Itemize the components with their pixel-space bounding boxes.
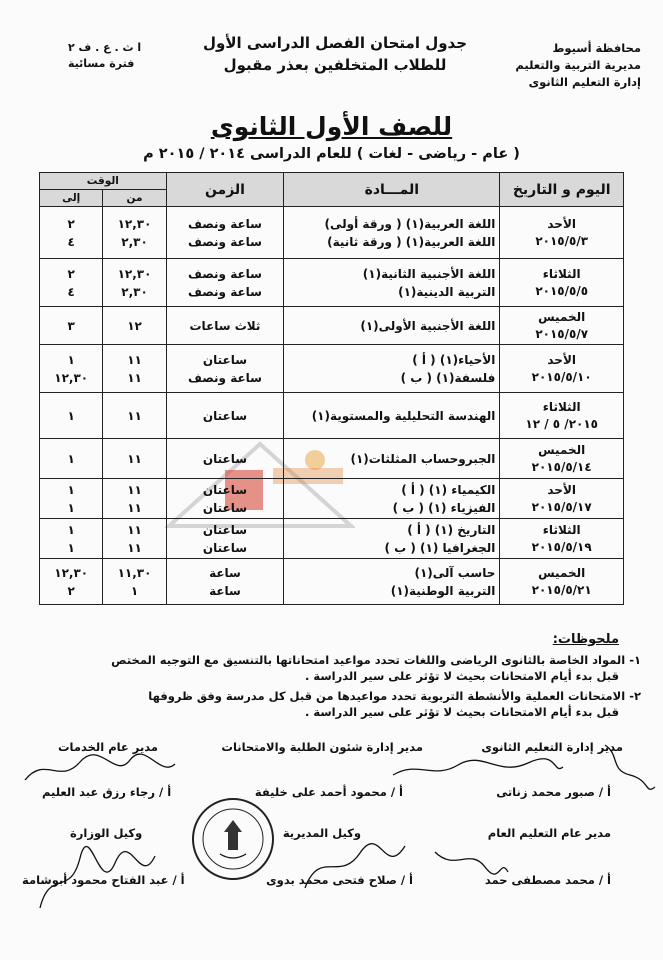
subject: التاريخ (١) ( أ ) (407, 522, 496, 537)
time-from: ١١ (127, 352, 142, 367)
subject: اللغة العربية(١) ( ورقة ثانية) (327, 234, 496, 249)
subject: التربية الدينية(١) (398, 284, 496, 299)
time-to: ١ (67, 482, 75, 497)
page-title: للصف الأول الثانوى (210, 112, 453, 141)
day-date-cell (500, 439, 624, 479)
handwritten-signature (600, 735, 660, 805)
time-from: ٢,٣٠ (121, 284, 148, 299)
day-date-cell (500, 559, 624, 605)
time-from: ١١ (127, 482, 142, 497)
duration: ساعة ونصف (187, 284, 262, 299)
duration-cell (166, 393, 284, 439)
signatory-name: أ / محمود أحمد على خليفة (254, 785, 403, 799)
subject: الفيزياء (١) ( ب ) (392, 500, 496, 515)
time-from-cell (103, 519, 166, 559)
table-row (40, 259, 624, 307)
duration: ساعتان (202, 408, 248, 423)
time-to-cell (40, 307, 103, 345)
exam-date: ٢٠١٥/ ٥ / ١٢ (525, 416, 598, 431)
time-from-cell (103, 307, 166, 345)
time-from-cell (103, 259, 166, 307)
signatory-name: أ / رجاء رزق عبد العليم (42, 785, 172, 799)
subject: الأحياء(١) ( أ ) (412, 352, 496, 367)
heading-line-1: جدول امتحان الفصل الدراسى الأول (202, 34, 468, 52)
time-from: ١١ (127, 451, 142, 466)
time-to: ٢ (67, 266, 75, 281)
duration: ساعتان (202, 522, 248, 537)
time-from: ١٢,٣٠ (117, 216, 152, 231)
note-text: قبل بدء أيام الامتحانات بحيث لا تؤثر على سير الدراسة . (305, 669, 619, 683)
time-from: ٢,٣٠ (121, 234, 148, 249)
duration: ساعة ونصف (187, 216, 262, 231)
exam-date: ٢٠١٥/٥/١٤ (531, 459, 592, 474)
subject: اللغة العربية(١) ( ورقة أولى) (324, 216, 496, 231)
day-date-cell (500, 393, 624, 439)
table-row (40, 439, 624, 479)
duration-cell (166, 345, 284, 393)
time-to: ٤ (67, 284, 75, 299)
duration: ساعة ونصف (187, 266, 262, 281)
exam-schedule-table (39, 172, 624, 605)
time-to: ١ (67, 451, 75, 466)
time-from: ١١ (127, 408, 142, 423)
day-name: الأحد (547, 352, 576, 367)
day-name: الخميس (538, 442, 586, 457)
day-name: الخميس (538, 309, 586, 324)
subject: فلسفة(١) ( ب ) (400, 370, 496, 385)
signature-title: مدير إدارة شئون الطلبة والامتحانات (221, 740, 423, 754)
subject-cell (284, 559, 500, 605)
time-to: ١ (67, 522, 75, 537)
col-day-date: اليوم و التاريخ (500, 173, 624, 207)
duration: ساعة ونصف (187, 234, 262, 249)
duration: ساعة ونصف (187, 370, 262, 385)
time-from-cell (103, 439, 166, 479)
time-to-cell (40, 207, 103, 259)
time-from: ١٢,٣٠ (117, 266, 152, 281)
day-date-cell (500, 307, 624, 345)
exam-date: ٢٠١٥/٥/٥ (535, 283, 589, 298)
subject: حاسب آلى(١) (414, 565, 496, 580)
time-to-cell (40, 393, 103, 439)
exam-date: ٢٠١٥/٥/٧ (535, 326, 589, 341)
form-code-block (68, 40, 141, 72)
signatory-name: أ / عبد الفتاح محمود أبوشامة (22, 873, 185, 887)
time-from-cell (103, 393, 166, 439)
exam-date: ٢٠١٥/٥/١٠ (531, 369, 592, 384)
handwritten-signature (300, 838, 410, 898)
document-heading (160, 32, 510, 76)
exam-date: ٢٠١٥/٥/١٧ (531, 499, 592, 514)
note-2 (21, 688, 641, 720)
official-seal (190, 796, 276, 882)
col-time: الوقت (40, 173, 167, 190)
subject: الهندسة التحليلية والمستوية(١) (311, 408, 496, 423)
table-row (40, 307, 624, 345)
day-name: الأحد (547, 482, 576, 497)
time-to-cell (40, 259, 103, 307)
signature-title: مدير عام الخدمات (58, 740, 159, 754)
handwritten-signature (30, 838, 160, 918)
duration: ثلاث ساعات (189, 318, 261, 333)
day-date-cell (500, 345, 624, 393)
time-to-cell (40, 345, 103, 393)
duration: ساعتان (202, 451, 248, 466)
subject: اللغة الأجنبية الأولى(١) (360, 318, 496, 333)
time-to-cell (40, 439, 103, 479)
exam-date: ٢٠١٥/٥/٣ (535, 233, 589, 248)
day-name: الثلاثاء (542, 522, 581, 537)
subject-cell (284, 259, 500, 307)
time-from-cell (103, 559, 166, 605)
exam-date: ٢٠١٥/٥/٢١ (531, 582, 592, 597)
subject-cell (284, 307, 500, 345)
col-duration: الزمن (166, 173, 284, 207)
time-from-cell (103, 479, 166, 519)
duration: ساعتان (202, 482, 248, 497)
subject: التربية الوطنية(١) (390, 583, 496, 598)
form-code: ا ث . ع . ف ٢ (68, 41, 142, 54)
day-name: الثلاثاء (542, 399, 581, 414)
time-to-cell (40, 559, 103, 605)
day-date-cell (500, 259, 624, 307)
schedule-body (40, 207, 624, 605)
note-text: قبل بدء أيام الامتحانات بحيث لا تؤثر على سير الدراسة . (305, 705, 619, 719)
subject-cell (284, 207, 500, 259)
signatory-name: أ / صلاح فتحى محمد بدوى (266, 873, 413, 887)
handwritten-signature (430, 842, 510, 882)
duration: ساعة (209, 565, 241, 580)
table-row (40, 207, 624, 259)
col-to: إلى (40, 190, 103, 207)
col-from: من (103, 190, 166, 207)
time-to: ١ (67, 352, 75, 367)
note-text: المواد الخاصة بالثانوى الرياضى واللغات تحدد مواعيد امتحاناتها بالتنسيق مع التوجيه المختص (111, 653, 626, 667)
table-row (40, 479, 624, 519)
department: إدارة التعليم الثانوى (528, 75, 641, 89)
duration: ساعتان (202, 500, 248, 515)
table-row (40, 559, 624, 605)
time-from: ١١ (127, 522, 142, 537)
table-row (40, 393, 624, 439)
signature-title: مدير عام التعليم العام (487, 826, 611, 840)
signatory-name: أ / صبور محمد زناتى (496, 785, 611, 799)
time-from-cell (103, 345, 166, 393)
duration-cell (166, 519, 284, 559)
subject: الجبروحساب المثلثات(١) (350, 451, 496, 466)
note-number: ٢- (629, 689, 641, 703)
time-to: ٤ (67, 234, 75, 249)
note-text: الامتحانات العملية والأنشطة التربوية تحدد مواعيدها من قبل كل مدرسة وفق ظروفها (148, 689, 626, 703)
col-subject: المـــادة (284, 173, 500, 207)
subject-cell (284, 393, 500, 439)
time-to: ١٢,٣٠ (54, 565, 89, 580)
time-from: ١٢ (127, 318, 142, 333)
time-to: ١ (67, 500, 75, 515)
time-from: ١١ (127, 500, 142, 515)
subject: الكيمياء (١) ( أ ) (401, 482, 496, 497)
table-row (40, 345, 624, 393)
day-name: الأحد (547, 216, 576, 231)
duration: ساعتان (202, 540, 248, 555)
time-to: ١٢,٣٠ (54, 370, 89, 385)
page-subtitle: ( عام - رياضى - لغات ) للعام الدراسى ٢٠١٤ / ٢٠١٥ م (143, 146, 520, 162)
subject-cell (284, 519, 500, 559)
day-name: الخميس (538, 565, 586, 580)
governorate: محافظة أسيوط (552, 41, 641, 55)
day-date-cell (500, 207, 624, 259)
time-to-cell (40, 519, 103, 559)
issuer-block (515, 40, 641, 91)
handwritten-signature (20, 750, 180, 790)
duration-cell (166, 479, 284, 519)
handwritten-signature (388, 755, 568, 785)
duration-cell (166, 307, 284, 345)
signatory-name: أ / محمد مصطفى حمد (484, 873, 611, 887)
duration-cell (166, 259, 284, 307)
day-date-cell (500, 479, 624, 519)
time-to: ٢ (67, 583, 75, 598)
notes-heading: ملحوظات: (552, 632, 619, 647)
time-from: ١ (130, 583, 139, 598)
note-1 (21, 652, 641, 684)
duration: ساعة (209, 583, 241, 598)
duration: ساعتان (202, 352, 248, 367)
subject-cell (284, 439, 500, 479)
subject-cell (284, 345, 500, 393)
directorate: مديرية التربية والتعليم (515, 58, 641, 72)
subject: الجغرافيا (١) ( ب ) (384, 540, 496, 555)
table-row (40, 519, 624, 559)
time-to: ١ (67, 540, 75, 555)
time-from: ١١ (127, 540, 142, 555)
session-period: فترة مسائية (68, 57, 135, 70)
duration-cell (166, 207, 284, 259)
signature-title: مدير إدارة التعليم الثانوى (481, 740, 623, 754)
subject-cell (284, 479, 500, 519)
time-to: ٢ (67, 216, 75, 231)
time-to-cell (40, 479, 103, 519)
day-name: الثلاثاء (542, 266, 581, 281)
time-to: ١ (67, 408, 75, 423)
time-from: ١١ (127, 370, 142, 385)
day-date-cell (500, 519, 624, 559)
subject: اللغة الأجنبية الثانية(١) (362, 266, 496, 281)
signature-title: وكيل الوزارة (70, 826, 143, 840)
duration-cell (166, 559, 284, 605)
signature-title: وكيل المديرية (282, 826, 361, 840)
time-from-cell (103, 207, 166, 259)
exam-date: ٢٠١٥/٥/١٩ (531, 539, 592, 554)
time-from: ١١,٣٠ (117, 565, 152, 580)
time-to: ٣ (67, 318, 75, 333)
note-number: ١- (629, 653, 641, 667)
heading-line-2: للطلاب المتخلفين بعذر مقبول (223, 56, 447, 74)
duration-cell (166, 439, 284, 479)
